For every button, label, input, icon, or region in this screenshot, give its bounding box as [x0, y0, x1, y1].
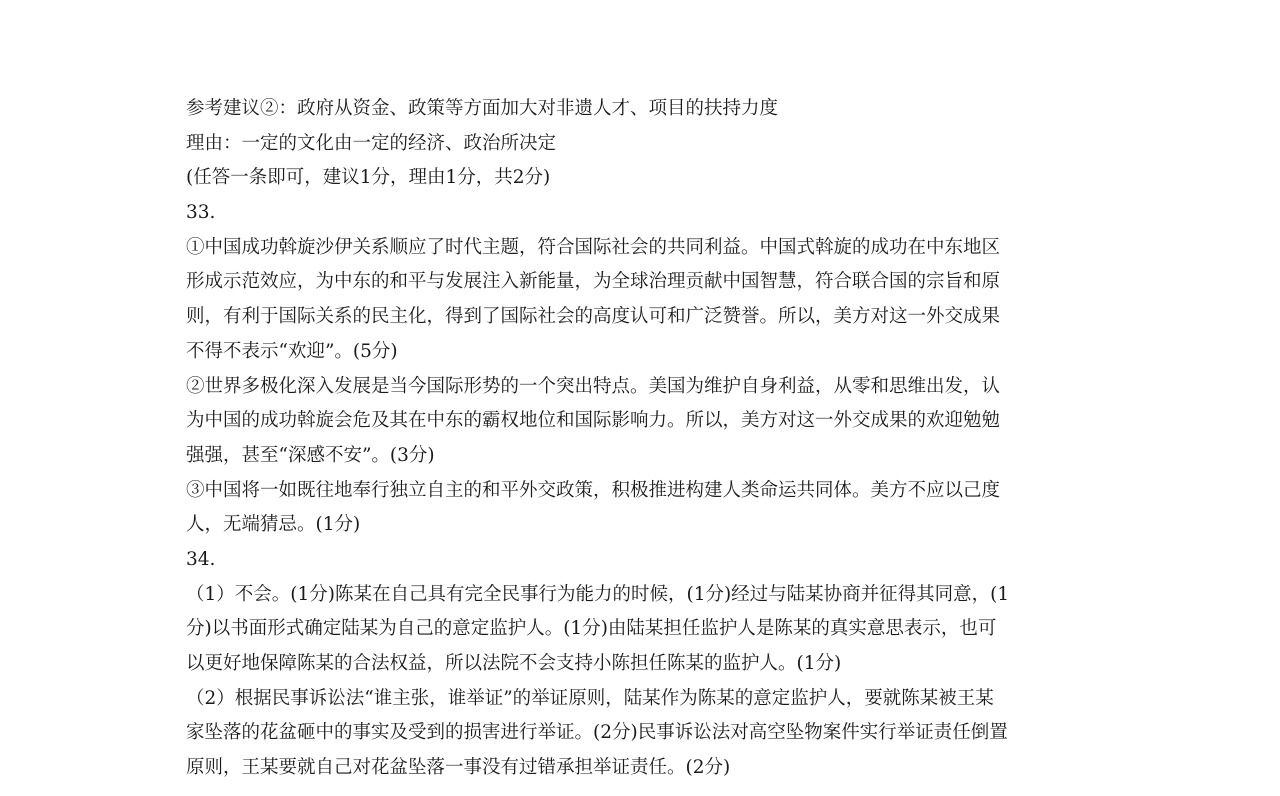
q34-part-2-line-2: 家坠落的花盆砸中的事实及受到的损害进行举证。(2分)民事诉讼法对高空坠物案件实行举证责任倒置 [186, 722, 1008, 744]
q33-point-3-line-1: ③中国将一如既往地奉行独立自主的和平外交政策，积极推进构建人类命运共同体。美方不应以己度 [186, 479, 1001, 501]
q34-part-2-line-3: 原则，王某要就自己对花盆坠落一事没有过错承担举证责任。(2分) [186, 757, 731, 779]
document-page [186, 92, 1098, 786]
question-34-number: 34. [186, 548, 216, 570]
q34-part-1-line-2: 分)以书面形式确定陆某为自己的意定监护人。(1分)由陆某担任监护人是陈某的真实意思表示，也可 [186, 618, 997, 640]
q33-point-2-line-3: 强强，甚至“深感不安”。(3分) [186, 444, 435, 466]
question-33-number: 33. [186, 202, 216, 224]
q34-part-2-line-1: （2）根据民事诉讼法“谁主张，谁举证”的举证原则，陆某作为陈某的意定监护人，要就陈某被王某 [186, 687, 994, 709]
q33-point-1-line-1: ①中国成功斡旋沙伊关系顺应了时代主题，符合国际社会的共同利益。中国式斡旋的成功在中东地区 [186, 236, 1001, 258]
q34-part-1-line-3: 以更好地保障陈某的合法权益，所以法院不会支持小陈担任陈某的监护人。(1分) [186, 653, 842, 674]
q33-point-2-line-2: 为中国的成功斡旋会危及其在中东的霸权地位和国际影响力。所以，美方对这一外交成果的欢迎勉勉 [186, 410, 1001, 432]
q33-point-2-line-1: ②世界多极化深入发展是当今国际形势的一个突出特点。美国为维护自身利益，从零和思维出发，认 [186, 375, 1001, 397]
reason-line: 理由：一定的文化由一定的经济、政治所决定 [186, 132, 557, 154]
q34-part-1-line-1: （1）不会。(1分)陈某在自己具有完全民事行为能力的时候，(1分)经过与陆某协商并征得其同意，(1 [186, 583, 1010, 605]
q33-point-1-line-4: 不得不表示“欢迎”。(5分) [186, 340, 398, 362]
q33-point-3-line-2: 人，无端猜忌。(1分) [186, 514, 361, 536]
q33-point-1-line-3: 则，有利于国际关系的民主化，得到了国际社会的高度认可和广泛赞誉。所以，美方对这一外交成果 [186, 306, 1001, 328]
suggestion-2-line: 参考建议②：政府从资金、政策等方面加大对非遗人才、项目的扶持力度 [186, 98, 779, 119]
q33-point-1-line-2: 形成示范效应，为中东的和平与发展注入新能量，为全球治理贡献中国智慧，符合联合国的宗旨和原 [186, 271, 1001, 293]
scoring-note-line: (任答一条即可，建议1分，理由1分，共2分) [186, 167, 551, 189]
